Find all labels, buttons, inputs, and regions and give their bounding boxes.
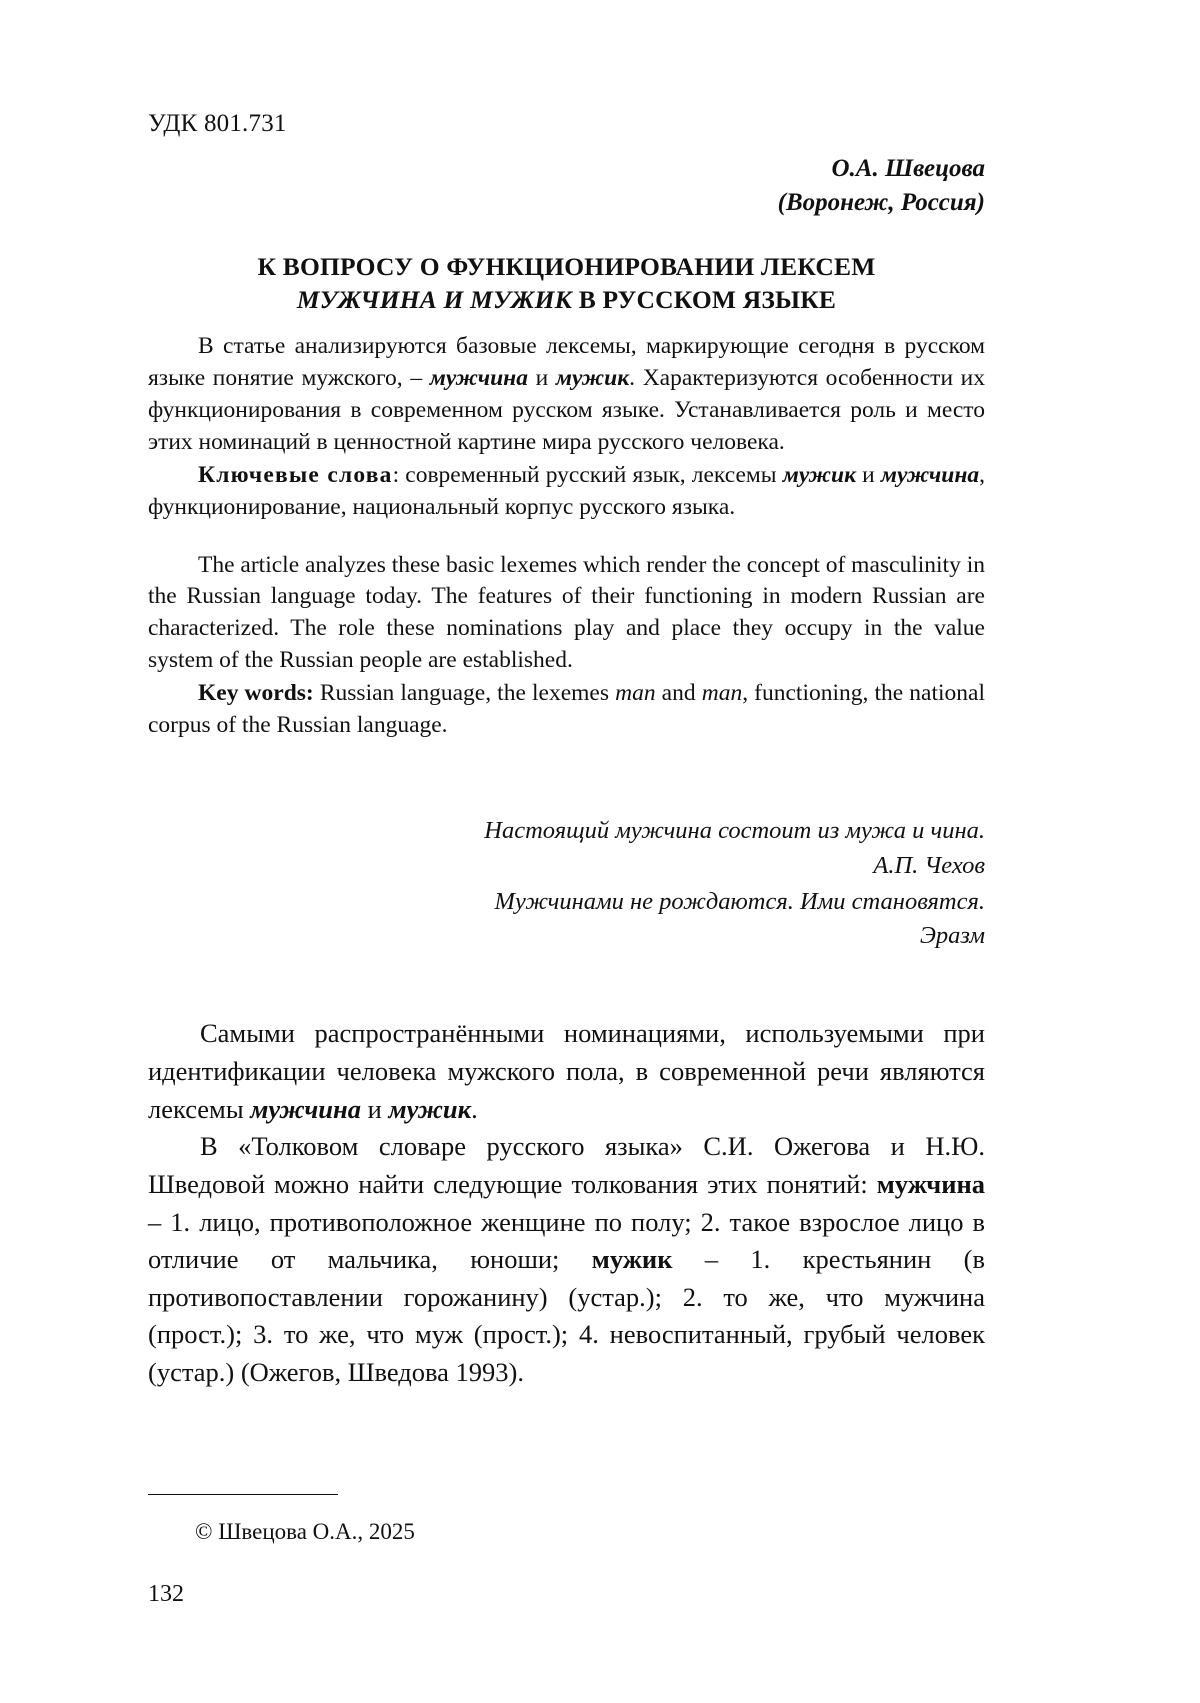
body-p2-text-2: – 1. лицо, противоположное женщине по полу; 2. такое взрослое лицо в отличие от мальчика, юноши; xyxy=(148,1206,985,1275)
author-name: О.А. Швецова xyxy=(831,155,985,182)
keywords-en-lexeme-1: man xyxy=(615,680,656,707)
body-p1-lexeme-1: мужчина xyxy=(250,1093,361,1124)
abstract-en-keywords xyxy=(148,678,985,742)
author-affiliation: (Воронеж, Россия) xyxy=(777,188,985,216)
keywords-ru-conj: и xyxy=(856,461,881,488)
abstract-english xyxy=(148,550,985,743)
body-p2-term-1: мужчина xyxy=(876,1168,985,1199)
copyright-footnote: © Швецова О.А., 2025 xyxy=(195,1519,415,1544)
abstract-ru-text-2: . Характеризуются особенности их функционирования в современном русском языке. Устанавливается роль и место этих номинаций в ценностной картине мира русского человека. xyxy=(148,364,986,455)
abstract-en-paragraph: The article analyzes these basic lexemes which render the concept of masculinity in the Russian language today. The features of their functioning in modern Russian are characterized. The role these nominations play and place they occupy in the value system of the Russian people are established. xyxy=(148,551,985,674)
keywords-en-text-1: Russian language, the lexemes xyxy=(313,680,616,707)
abstract-ru-paragraph xyxy=(148,331,985,459)
body-paragraph-1 xyxy=(148,1015,985,1128)
body-p1-text-2: . xyxy=(471,1093,478,1124)
abstract-ru-text-1: В статье анализируются базовые лексемы, маркирующие сегодня в русском языке понятие мужского, – xyxy=(148,332,985,391)
title-line-2-tail: В РУССКОМ ЯЗЫКЕ xyxy=(572,285,837,315)
epigraph-text-1: Настоящий мужчина состоит из мужа и чина. xyxy=(484,817,985,845)
body-p1-text-1: Самыми распространёнными номинациями, используемыми при идентификации человека мужского пола, в современной речи являются лексемы xyxy=(148,1018,985,1124)
abstract-ru-lexeme-2: мужик xyxy=(555,364,630,391)
body-p1-conj: и xyxy=(361,1093,389,1124)
epigraph-source-2: Эразм xyxy=(919,922,985,950)
body-p2-text-1: В «Толковом словаре русского языка» С.И. Ожегова и Н.Ю. Шведовой можно найти следующие толкования этих понятий: xyxy=(148,1131,985,1199)
abstract-ru-lexeme-1: мужчина xyxy=(429,364,528,391)
title-line-1: К ВОПРОСУ О ФУНКЦИОНИРОВАНИИ ЛЕКСЕМ xyxy=(257,251,876,281)
keywords-ru-lexeme-2: мужчина xyxy=(880,461,980,488)
keywords-ru-lexeme-1: мужик xyxy=(782,461,857,488)
keywords-en-lexeme-2: man xyxy=(701,680,743,707)
body-paragraph-2 xyxy=(148,1128,985,1391)
epigraph-source-1: А.П. Чехов xyxy=(873,851,985,879)
udk-code: УДК 801.731 xyxy=(148,110,287,137)
author-block xyxy=(148,152,985,220)
body-p2-term-2: мужик xyxy=(591,1244,673,1275)
epigraph-text-2: Мужчинами не рождаются. Ими становятся. xyxy=(494,887,985,915)
keywords-ru-text-2: , функционирование, национальный корпус русского языка. xyxy=(148,461,985,520)
title-line-2-lexemes: МУЖЧИНА И МУЖИК xyxy=(296,285,573,315)
footnote-divider xyxy=(148,1494,338,1495)
keywords-label-ru: Ключевые слова xyxy=(198,461,393,488)
keywords-ru-text-1: : современный русский язык, лексемы xyxy=(392,461,783,488)
page-number: 132 xyxy=(148,1581,184,1607)
epigraph-block xyxy=(148,814,985,953)
body-p1-lexeme-2: мужик xyxy=(388,1093,472,1124)
body-text xyxy=(148,1015,985,1391)
keywords-label-en: Key words: xyxy=(198,680,314,707)
abstract-ru-conj-1: и xyxy=(527,364,556,391)
body-p2-text-3: – 1. крестьянин (в противопоставлении горожанину) (устар.); 2. то же, что мужчина (прост.); 3. то же, что муж (прост.); 4. невоспитанный, грубый человек (устар.) (Ожегов, Шведова 1993). xyxy=(148,1244,986,1388)
keywords-en-text-2: , functioning, the national corpus of the Russian language. xyxy=(148,680,986,739)
abstract-separator xyxy=(148,524,985,550)
page-title xyxy=(148,250,985,317)
abstract-russian xyxy=(148,331,985,524)
keywords-en-conj: and xyxy=(655,680,702,707)
abstract-ru-keywords xyxy=(148,460,985,524)
